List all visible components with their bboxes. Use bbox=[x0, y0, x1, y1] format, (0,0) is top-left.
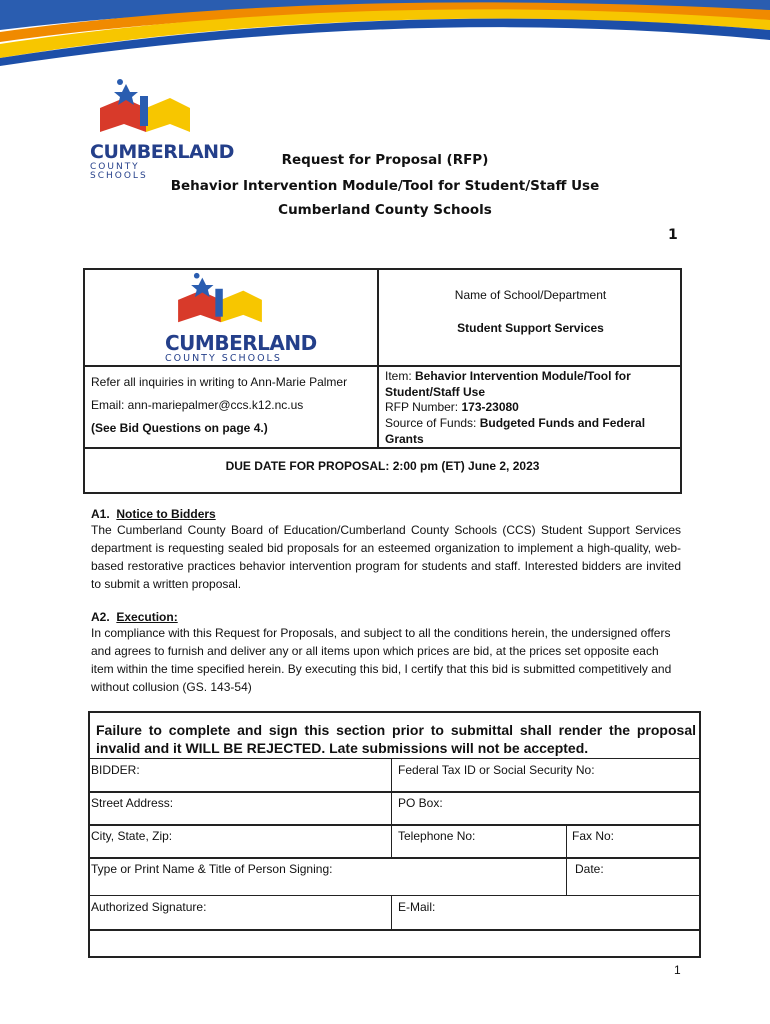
rfp-number-label: RFP Number: bbox=[385, 400, 462, 414]
funds-label: Source of Funds: bbox=[385, 416, 480, 430]
authorized-signature-field[interactable]: Authorized Signature: bbox=[91, 900, 207, 914]
item-label: Item: bbox=[385, 369, 416, 383]
divider bbox=[83, 447, 682, 449]
document-title: Request for Proposal (RFP) bbox=[281, 152, 489, 168]
divider bbox=[88, 895, 701, 896]
street-address-field[interactable]: Street Address: bbox=[91, 796, 174, 810]
divider bbox=[88, 791, 701, 793]
proposal-due-date: DUE DATE FOR PROPOSAL: 2:00 pm (ET) June 2, 2023 bbox=[225, 459, 540, 473]
section-a1-heading bbox=[91, 507, 216, 521]
divider bbox=[88, 929, 701, 931]
form-warning: Failure to complete and sign this section prior to submittal shall render the proposal invalid and it WILL BE REJECTED. Late submissions will not be accepted. bbox=[96, 722, 696, 756]
section-a2-text: In compliance with this Request for Proposals, and subject to all the conditions herein, the undersigned offers and agrees to furnish and deliver any or all items upon which prices are bid, at the prices set opposite each item within the time specified herein. By executing this bid, I certify that this bid is submitted competitively and without collusion (GS. 143-54) bbox=[91, 626, 672, 694]
logo-text-cumberland: CUMBERLAND bbox=[165, 331, 317, 355]
logo-text-county-schools: COUNTY SCHOOLS bbox=[90, 162, 148, 181]
rfp-number-value: 173-23080 bbox=[461, 400, 519, 414]
divider bbox=[88, 758, 701, 759]
item-value: Behavior Intervention Module/Tool for Student/Staff Use bbox=[385, 369, 631, 399]
bid-questions-note: (See Bid Questions on page 4.) bbox=[91, 421, 268, 435]
document-subtitle: Behavior Intervention Module/Tool for Student/Staff Use bbox=[170, 178, 600, 194]
section-a1-number: A1. bbox=[91, 507, 110, 521]
city-state-zip-field[interactable]: City, State, Zip: bbox=[91, 829, 173, 843]
funding-source bbox=[385, 416, 665, 447]
email-field[interactable]: E-Mail: bbox=[398, 900, 436, 914]
fax-field[interactable]: Fax No: bbox=[572, 829, 615, 843]
date-field[interactable]: Date: bbox=[575, 862, 604, 876]
divider bbox=[391, 896, 392, 930]
section-a1-text: The Cumberland County Board of Education/Cumberland County Schools (CCS) Student Support Services department is requesting sealed bid proposals for an esteemed organization to implement a high-quality, web-based restorative practices behavior intervention program for students and staff. Interested bidders are invited to submit a written proposal. bbox=[91, 523, 681, 591]
inquiries-text: Refer all inquiries in writing to Ann-Marie Palmer bbox=[91, 375, 348, 389]
bidder-field[interactable]: BIDDER: bbox=[91, 763, 140, 777]
header-page-number: 1 bbox=[668, 227, 678, 243]
telephone-field[interactable]: Telephone No: bbox=[398, 829, 476, 843]
logo-text-county-schools: COUNTY SCHOOLS bbox=[165, 353, 282, 364]
funds-value: Budgeted Funds and Federal Grants bbox=[385, 416, 646, 446]
po-box-field[interactable]: PO Box: bbox=[398, 796, 443, 810]
section-a2-number: A2. bbox=[91, 610, 110, 624]
tax-id-field[interactable]: Federal Tax ID or Social Security No: bbox=[398, 763, 595, 777]
info-box-logo bbox=[165, 272, 317, 364]
divider bbox=[391, 759, 392, 858]
divider bbox=[88, 857, 701, 859]
rfp-number bbox=[385, 400, 519, 416]
document-organization: Cumberland County Schools bbox=[278, 202, 492, 218]
section-a2-heading bbox=[91, 610, 178, 624]
item-description bbox=[385, 369, 665, 400]
contact-email: Email: ann-mariepalmer@ccs.k12.nc.us bbox=[91, 398, 304, 412]
divider bbox=[88, 824, 701, 826]
department-value: Student Support Services bbox=[457, 321, 604, 335]
department-label: Name of School/Department bbox=[454, 288, 607, 302]
divider bbox=[566, 826, 567, 895]
divider bbox=[83, 365, 682, 367]
section-a2-title: Execution: bbox=[116, 610, 178, 624]
section-a1-title: Notice to Bidders bbox=[116, 507, 216, 521]
signer-name-field[interactable]: Type or Print Name & Title of Person Signing: bbox=[91, 862, 333, 876]
logo-text-cumberland: CUMBERLAND bbox=[90, 141, 234, 163]
footer-page-number: 1 bbox=[674, 963, 681, 977]
header-swoosh-graphic bbox=[0, 0, 770, 70]
